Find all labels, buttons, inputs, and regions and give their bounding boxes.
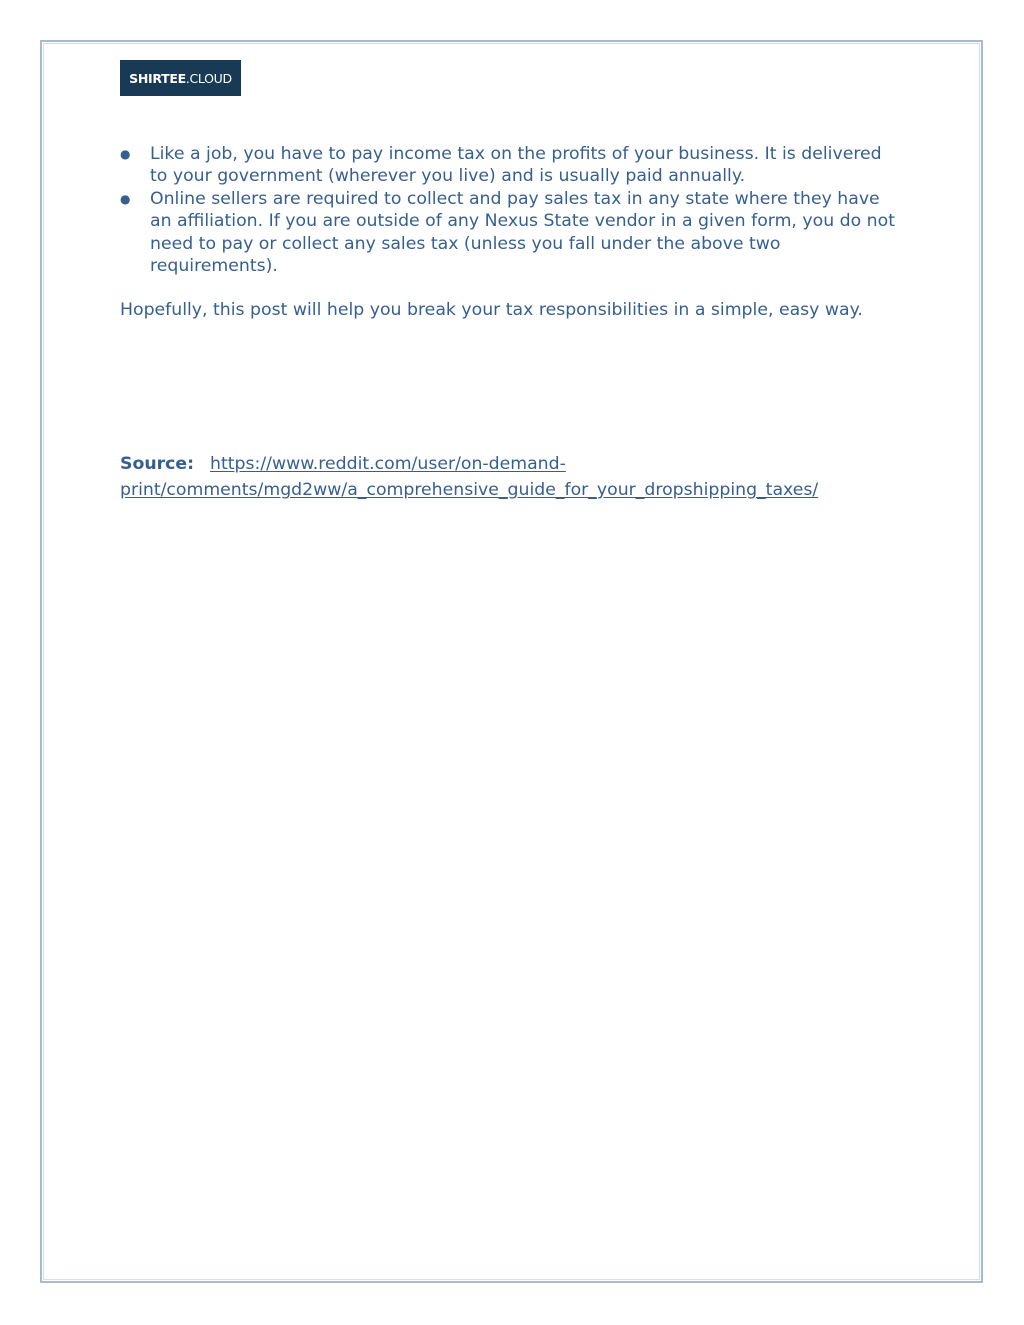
list-item — [120, 188, 900, 278]
document-body — [120, 143, 900, 322]
logo-domain: .CLOUD — [185, 70, 232, 86]
source-link[interactable] — [120, 454, 818, 500]
shirtee-logo — [120, 60, 241, 96]
bullet-icon: ● — [120, 191, 131, 206]
list-item — [120, 143, 900, 188]
list-item-text: Like a job, you have to pay income tax on the profits of your business. It is delivered to your government (wherever you live) and is usually paid annually. — [150, 144, 882, 187]
logo-brand: SHIRTEE — [129, 70, 186, 86]
source-citation — [120, 451, 910, 503]
list-item-text: Online sellers are required to collect and pay sales tax in any state where they have an affiliation. If you are outside of any Nexus State vendor in a given form, you do not need to pay or collect any sales tax (unless you fall under the above two requirements). — [150, 188, 895, 277]
source-label: Source: — [120, 454, 195, 474]
source-link-line1: https://www.reddit.com/user/on-demand- — [210, 454, 566, 474]
bullet-list — [120, 143, 900, 277]
bullet-icon: ● — [120, 147, 131, 161]
source-link-line2: print/comments/mgd2ww/a_comprehensive_guide_for_your_dropshipping_taxes/ — [120, 480, 819, 500]
closing-paragraph: Hopefully, this post will help you break your tax responsibilities in a simple, easy way. — [120, 300, 863, 321]
